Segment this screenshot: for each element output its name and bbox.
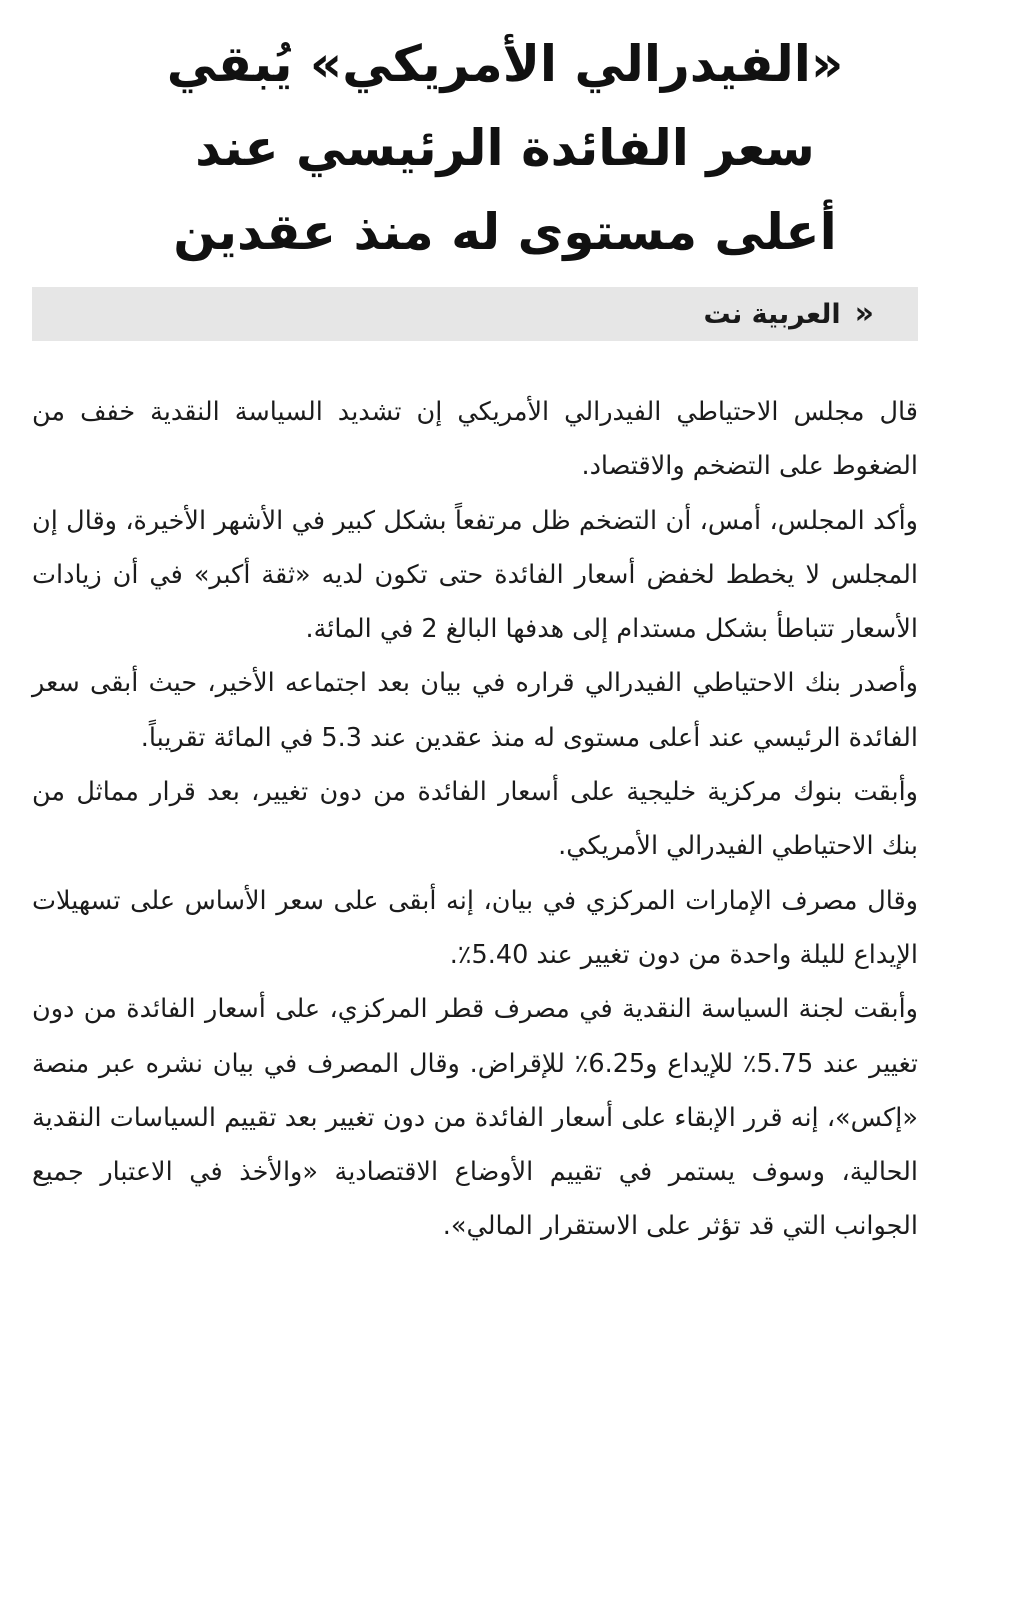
body-paragraph: قال مجلس الاحتياطي الفيدرالي الأمريكي إن تشديد السياسة النقدية خفف من الضغوط على التضخم والاقتصاد. <box>32 397 918 482</box>
body-paragraph: وأكد المجلس، أمس، أن التضخم ظل مرتفعاً بشكل كبير في الأشهر الأخيرة، وقال إن المجلس لا يخطط لخفض أسعار الفائدة حتى تكون لديه «ثقة أكبر» في أن زيادات الأسعار تتباطأ بشكل مستدام إلى هدفها البالغ 2 في المائة. <box>32 505 918 645</box>
double-chevron-icon: « <box>854 296 874 331</box>
headline-line: سعر الفائدة الرئيسي عند <box>195 119 815 177</box>
headline-line: «الفيدرالي الأمريكي» يُبقي <box>166 35 844 93</box>
body-paragraph: وأبقت لجنة السياسة النقدية في مصرف قطر المركزي، على أسعار الفائدة من دون تغيير عند 5.75٪ للإيداع و6.25٪ للإقراض. وقال المصرف في بيان نشره عبر منصة «إكس»، إنه قرر الإبقاء على أسعار الفائدة من دون تغيير بعد تقييم السياسات النقدية الحالية، وسوف يستمر في تقييم الأوضاع الاقتصادية «والأخذ في الاعتبار جميع الجوانب التي قد تؤثر على الاستقرار المالي». <box>32 994 918 1242</box>
body-paragraph: وأبقت بنوك مركزية خليجية على أسعار الفائدة من دون تغيير، بعد قرار مماثل من بنك الاحتياطي الفيدرالي الأمريكي. <box>32 777 918 862</box>
source-name: العربية نت <box>703 298 841 330</box>
body-paragraph: وأصدر بنك الاحتياطي الفيدرالي قراره في بيان بعد اجتماعه الأخير، حيث أبقى سعر الفائدة الرئيسي عند أعلى مستوى له منذ عقدين عند 5.3 في المائة تقريباً. <box>32 668 918 753</box>
body-paragraph: وقال مصرف الإمارات المركزي في بيان، إنه أبقى على سعر الأساس على تسهيلات الإيداع لليلة واحدة من دون تغيير عند 5.40٪. <box>32 885 918 970</box>
source-bar <box>32 287 918 341</box>
article-headline <box>40 22 970 274</box>
headline-line: أعلى مستوى له منذ عقدين <box>173 203 837 261</box>
article-body <box>32 385 918 1254</box>
